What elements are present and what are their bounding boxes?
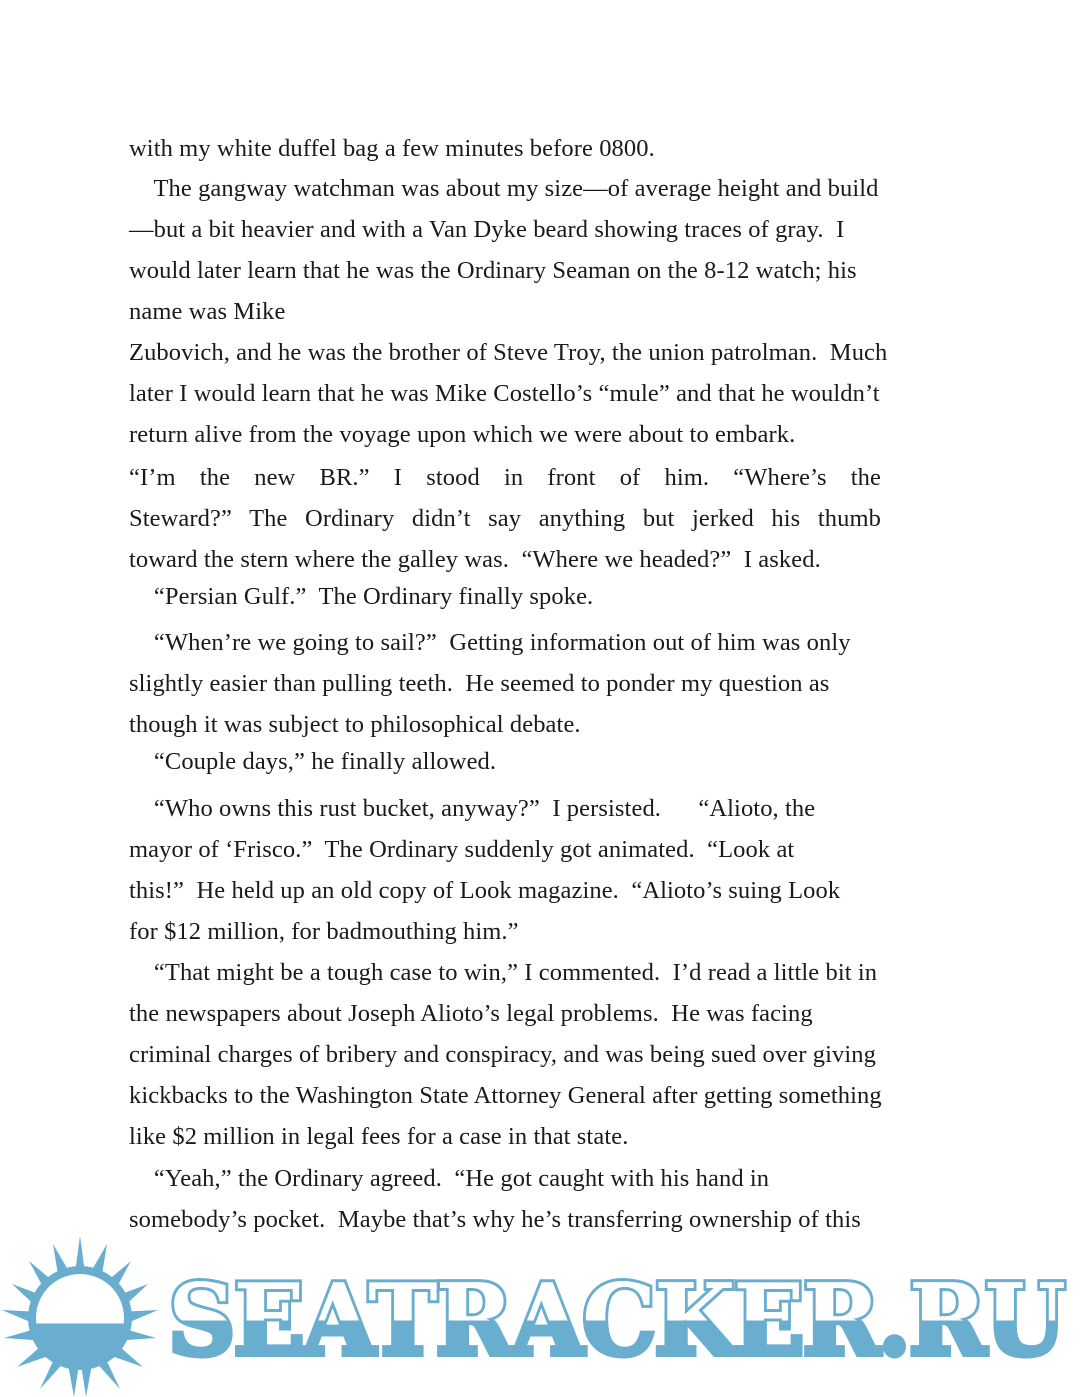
text-line: toward the stern where the galley was. “Where we headed?” I asked. <box>129 546 821 573</box>
text-line: “When’re we going to sail?” Getting information out of him was only <box>129 629 851 656</box>
text-line: this!” He held up an old copy of Look magazine. “Alioto’s suing Look <box>129 877 841 904</box>
text-line: for $12 million, for badmouthing him.” <box>129 918 519 945</box>
text-line: later I would learn that he was Mike Costello’s “mule” and that he wouldn’t <box>129 380 880 407</box>
text-line: “Couple days,” he finally allowed. <box>129 748 497 775</box>
text-line: slightly easier than pulling teeth. He seemed to ponder my question as <box>129 670 830 697</box>
text-line: The gangway watchman was about my size—of average height and build <box>129 175 879 202</box>
text-line: the newspapers about Joseph Alioto’s legal problems. He was facing <box>129 1000 813 1027</box>
sun-icon <box>2 1236 158 1397</box>
text-line: “Yeah,” the Ordinary agreed. “He got caught with his hand in <box>129 1165 770 1192</box>
text-line: name was Mike <box>129 298 286 325</box>
text-line: though it was subject to philosophical debate. <box>129 711 581 738</box>
text-line: “That might be a tough case to win,” I commented. I’d read a little bit in <box>129 959 878 986</box>
text-line: “I’m the new BR.” I stood in front of him. “Where’s the <box>129 464 881 491</box>
text-line: —but a bit heavier and with a Van Dyke beard showing traces of gray. I <box>129 216 845 243</box>
text-line: “Who owns this rust bucket, anyway?” I persisted. “Alioto, the <box>129 795 816 822</box>
text-line: “Persian Gulf.” The Ordinary finally spoke. <box>129 583 594 610</box>
text-line: Steward?” The Ordinary didn’t say anything but jerked his thumb <box>129 505 881 532</box>
text-line: mayor of ‘Frisco.” The Ordinary suddenly got animated. “Look at <box>129 836 795 863</box>
text-line: with my white duffel bag a few minutes before 0800. <box>129 135 655 162</box>
text-line: kickbacks to the Washington State Attorney General after getting something <box>129 1082 882 1109</box>
watermark-text: SEATRACKER.RU <box>168 1263 1065 1378</box>
text-line: somebody’s pocket. Maybe that’s why he’s transferring ownership of this <box>129 1206 861 1233</box>
text-line: Zubovich, and he was the brother of Steve Troy, the union patrolman. Much <box>129 339 888 366</box>
watermark-logo <box>0 1232 1080 1397</box>
text-line: criminal charges of bribery and conspiracy, and was being sued over giving <box>129 1041 876 1068</box>
text-line: would later learn that he was the Ordinary Seaman on the 8-12 watch; his <box>129 257 857 284</box>
text-line: return alive from the voyage upon which we were about to embark. <box>129 421 796 448</box>
text-line: like $2 million in legal fees for a case in that state. <box>129 1123 629 1150</box>
